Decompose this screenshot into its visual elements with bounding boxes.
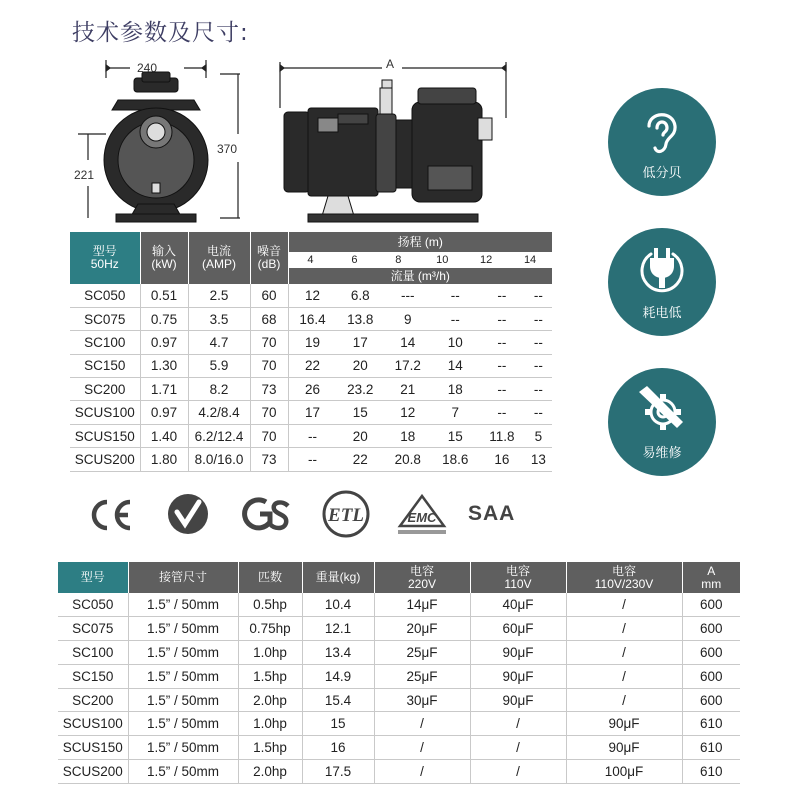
value-cell: 9 [384, 307, 432, 330]
specification-table [58, 562, 740, 784]
wrench-gear-icon [637, 384, 687, 436]
pump-side-view-drawing [278, 58, 518, 228]
value-cell: 6.2/12.4 [188, 424, 250, 447]
value-cell: --- [384, 284, 432, 307]
value-cell: 17 [336, 331, 384, 354]
value-cell: 8.0/16.0 [188, 448, 250, 471]
dim-width-240: 240 [137, 61, 158, 75]
head-4: 4 [307, 254, 314, 266]
value-cell: 13 [525, 448, 552, 471]
value-cell: -- [479, 331, 525, 354]
value-cell: 25μF [374, 641, 470, 665]
table-row [70, 307, 552, 330]
value-cell: 20 [336, 424, 384, 447]
dim-length-a: A [386, 57, 395, 71]
value-cell: 19 [288, 331, 336, 354]
model-cell: SC100 [58, 641, 128, 665]
value-cell: 73 [250, 378, 288, 401]
value-cell: 2.0hp [238, 760, 302, 784]
emc-mark-icon [392, 492, 452, 540]
value-cell: 20 [336, 354, 384, 377]
feature-low-power [608, 228, 716, 336]
model-cell: SC150 [70, 354, 140, 377]
ce-mark-icon [86, 498, 136, 532]
header-model: 型号 50Hz [70, 232, 140, 284]
header-head: 扬程 (m) [288, 232, 552, 252]
value-cell: 1.5” / 50mm [128, 617, 238, 641]
value-cell: 0.75hp [238, 617, 302, 641]
value-cell: 610 [682, 736, 740, 760]
table-row [70, 448, 552, 471]
value-cell: 1.5” / 50mm [128, 760, 238, 784]
column-header: 匹数 [238, 562, 302, 593]
value-cell: 600 [682, 641, 740, 665]
value-cell: -- [479, 401, 525, 424]
value-cell: 68 [250, 307, 288, 330]
value-cell: 1.5hp [238, 664, 302, 688]
value-cell: 16 [302, 736, 374, 760]
value-cell: -- [525, 331, 552, 354]
column-header: 电容 220V [374, 562, 470, 593]
value-cell: -- [479, 378, 525, 401]
model-cell: SC200 [58, 688, 128, 712]
value-cell: 1.5” / 50mm [128, 641, 238, 665]
value-cell: / [374, 712, 470, 736]
value-cell: 90μF [470, 641, 566, 665]
header-head-values [288, 252, 552, 284]
value-cell: 1.5hp [238, 736, 302, 760]
value-cell: 22 [288, 354, 336, 377]
value-cell: 13.4 [302, 641, 374, 665]
value-cell: 12 [288, 284, 336, 307]
value-cell: 22 [336, 448, 384, 471]
value-cell: 17.2 [384, 354, 432, 377]
table-row [58, 760, 740, 784]
value-cell: 5.9 [188, 354, 250, 377]
value-cell: 0.97 [140, 331, 188, 354]
value-cell: 90μF [566, 712, 682, 736]
value-cell: 15.4 [302, 688, 374, 712]
value-cell: 1.5” / 50mm [128, 593, 238, 617]
table-row [58, 593, 740, 617]
table-row [70, 378, 552, 401]
etl-mark-icon [320, 488, 372, 542]
head-6: 6 [351, 254, 358, 266]
model-cell: SCUS100 [58, 712, 128, 736]
value-cell: 21 [384, 378, 432, 401]
model-cell: SC050 [58, 593, 128, 617]
head-10: 10 [436, 254, 449, 266]
value-cell: -- [479, 307, 525, 330]
table-row [58, 712, 740, 736]
value-cell: 15 [432, 424, 480, 447]
svg-text:ETL: ETL [328, 505, 364, 526]
saa-mark: SAA [468, 502, 516, 525]
page-title: 技术参数及尺寸: [72, 20, 249, 46]
value-cell: -- [479, 354, 525, 377]
value-cell: 600 [682, 688, 740, 712]
value-cell: 90μF [470, 688, 566, 712]
value-cell: 16 [479, 448, 525, 471]
value-cell: 73 [250, 448, 288, 471]
value-cell: / [566, 641, 682, 665]
table-row [70, 284, 552, 307]
value-cell: 14.9 [302, 664, 374, 688]
value-cell: 1.0hp [238, 712, 302, 736]
value-cell: / [470, 760, 566, 784]
value-cell: 610 [682, 760, 740, 784]
value-cell: 600 [682, 593, 740, 617]
value-cell: 1.5” / 50mm [128, 712, 238, 736]
value-cell: -- [432, 307, 480, 330]
ear-icon [637, 104, 687, 156]
value-cell: 0.75 [140, 307, 188, 330]
value-cell: 18 [384, 424, 432, 447]
value-cell: -- [525, 401, 552, 424]
value-cell: 4.7 [188, 331, 250, 354]
column-header: A mm [682, 562, 740, 593]
value-cell: 13.8 [336, 307, 384, 330]
value-cell: 14μF [374, 593, 470, 617]
value-cell: 14 [432, 354, 480, 377]
feature-label: 耗电低 [642, 306, 682, 321]
model-cell: SC050 [70, 284, 140, 307]
model-cell: SC075 [70, 307, 140, 330]
model-cell: SCUS150 [58, 736, 128, 760]
value-cell: 10 [432, 331, 480, 354]
table-row [58, 617, 740, 641]
value-cell: 12 [384, 401, 432, 424]
value-cell: -- [288, 448, 336, 471]
value-cell: 90μF [470, 664, 566, 688]
value-cell: -- [525, 354, 552, 377]
value-cell: 1.71 [140, 378, 188, 401]
value-cell: -- [479, 284, 525, 307]
value-cell: 1.5” / 50mm [128, 688, 238, 712]
value-cell: 23.2 [336, 378, 384, 401]
table-row [70, 401, 552, 424]
value-cell: 60 [250, 284, 288, 307]
value-cell: / [566, 664, 682, 688]
value-cell: 8.2 [188, 378, 250, 401]
value-cell: 1.30 [140, 354, 188, 377]
head-8: 8 [395, 254, 402, 266]
table-row [58, 688, 740, 712]
value-cell: 0.5hp [238, 593, 302, 617]
model-cell: SC150 [58, 664, 128, 688]
value-cell: / [374, 736, 470, 760]
value-cell: 17.5 [302, 760, 374, 784]
value-cell: 20μF [374, 617, 470, 641]
value-cell: 2.5 [188, 284, 250, 307]
value-cell: 4.2/8.4 [188, 401, 250, 424]
model-cell: SC100 [70, 331, 140, 354]
value-cell: 30μF [374, 688, 470, 712]
value-cell: 12.1 [302, 617, 374, 641]
value-cell: 610 [682, 712, 740, 736]
value-cell: 1.0hp [238, 641, 302, 665]
value-cell: 15 [302, 712, 374, 736]
value-cell: 5 [525, 424, 552, 447]
value-cell: 16.4 [288, 307, 336, 330]
value-cell: 0.51 [140, 284, 188, 307]
model-cell: SC075 [58, 617, 128, 641]
table-row [58, 736, 740, 760]
header-noise: 噪音 (dB) [250, 232, 288, 284]
value-cell: 25μF [374, 664, 470, 688]
value-cell: / [470, 736, 566, 760]
table-row [70, 354, 552, 377]
header-input: 输入 (kW) [140, 232, 188, 284]
value-cell: / [470, 712, 566, 736]
column-header: 电容 110V/230V [566, 562, 682, 593]
feature-label: 易维修 [642, 446, 682, 461]
value-cell: / [374, 760, 470, 784]
header-flow: 流量 (m³/h) [289, 268, 553, 284]
head-14: 14 [523, 254, 537, 266]
model-cell: SCUS100 [70, 401, 140, 424]
table-row [70, 331, 552, 354]
value-cell: 15 [336, 401, 384, 424]
model-cell: SC200 [70, 378, 140, 401]
performance-table [70, 232, 552, 472]
value-cell: 60μF [470, 617, 566, 641]
value-cell: -- [525, 284, 552, 307]
value-cell: / [566, 688, 682, 712]
column-header: 型号 [58, 562, 128, 593]
pump-front-view-drawing [78, 58, 268, 228]
value-cell: 26 [288, 378, 336, 401]
value-cell: -- [525, 307, 552, 330]
value-cell: 14 [384, 331, 432, 354]
model-cell: SCUS200 [58, 760, 128, 784]
certification-logos [86, 488, 546, 544]
model-cell: SCUS150 [70, 424, 140, 447]
feature-low-noise [608, 88, 716, 196]
check-mark-cert-icon [166, 492, 210, 536]
value-cell: 70 [250, 401, 288, 424]
feature-label: 低分贝 [642, 166, 682, 181]
head-12: 12 [480, 254, 493, 266]
value-cell: 600 [682, 617, 740, 641]
header-current: 电流 (AMP) [188, 232, 250, 284]
column-header: 接管尺寸 [128, 562, 238, 593]
value-cell: 40μF [470, 593, 566, 617]
value-cell: 11.8 [479, 424, 525, 447]
value-cell: 1.5” / 50mm [128, 664, 238, 688]
value-cell: -- [432, 284, 480, 307]
value-cell: 0.97 [140, 401, 188, 424]
table-row [58, 641, 740, 665]
dim-height-221: 221 [74, 168, 95, 182]
value-cell: 90μF [566, 736, 682, 760]
value-cell: -- [288, 424, 336, 447]
value-cell: 1.80 [140, 448, 188, 471]
value-cell: 3.5 [188, 307, 250, 330]
power-plug-icon [637, 244, 687, 296]
value-cell: 70 [250, 424, 288, 447]
value-cell: 20.8 [384, 448, 432, 471]
value-cell: / [566, 593, 682, 617]
gs-mark-icon [242, 496, 292, 534]
column-header: 电容 110V [470, 562, 566, 593]
dim-height-370: 370 [217, 142, 238, 156]
value-cell: 7 [432, 401, 480, 424]
value-cell: 6.8 [336, 284, 384, 307]
value-cell: 18.6 [432, 448, 480, 471]
value-cell: 10.4 [302, 593, 374, 617]
column-header: 重量(kg) [302, 562, 374, 593]
value-cell: 600 [682, 664, 740, 688]
value-cell: 1.40 [140, 424, 188, 447]
value-cell: 18 [432, 378, 480, 401]
svg-text:EMC: EMC [407, 510, 437, 525]
table-row [58, 664, 740, 688]
value-cell: 70 [250, 354, 288, 377]
value-cell: -- [525, 378, 552, 401]
value-cell: 1.5” / 50mm [128, 736, 238, 760]
value-cell: / [566, 617, 682, 641]
feature-easy-repair [608, 368, 716, 476]
value-cell: 17 [288, 401, 336, 424]
value-cell: 70 [250, 331, 288, 354]
table-row [70, 424, 552, 447]
value-cell: 100μF [566, 760, 682, 784]
model-cell: SCUS200 [70, 448, 140, 471]
value-cell: 2.0hp [238, 688, 302, 712]
